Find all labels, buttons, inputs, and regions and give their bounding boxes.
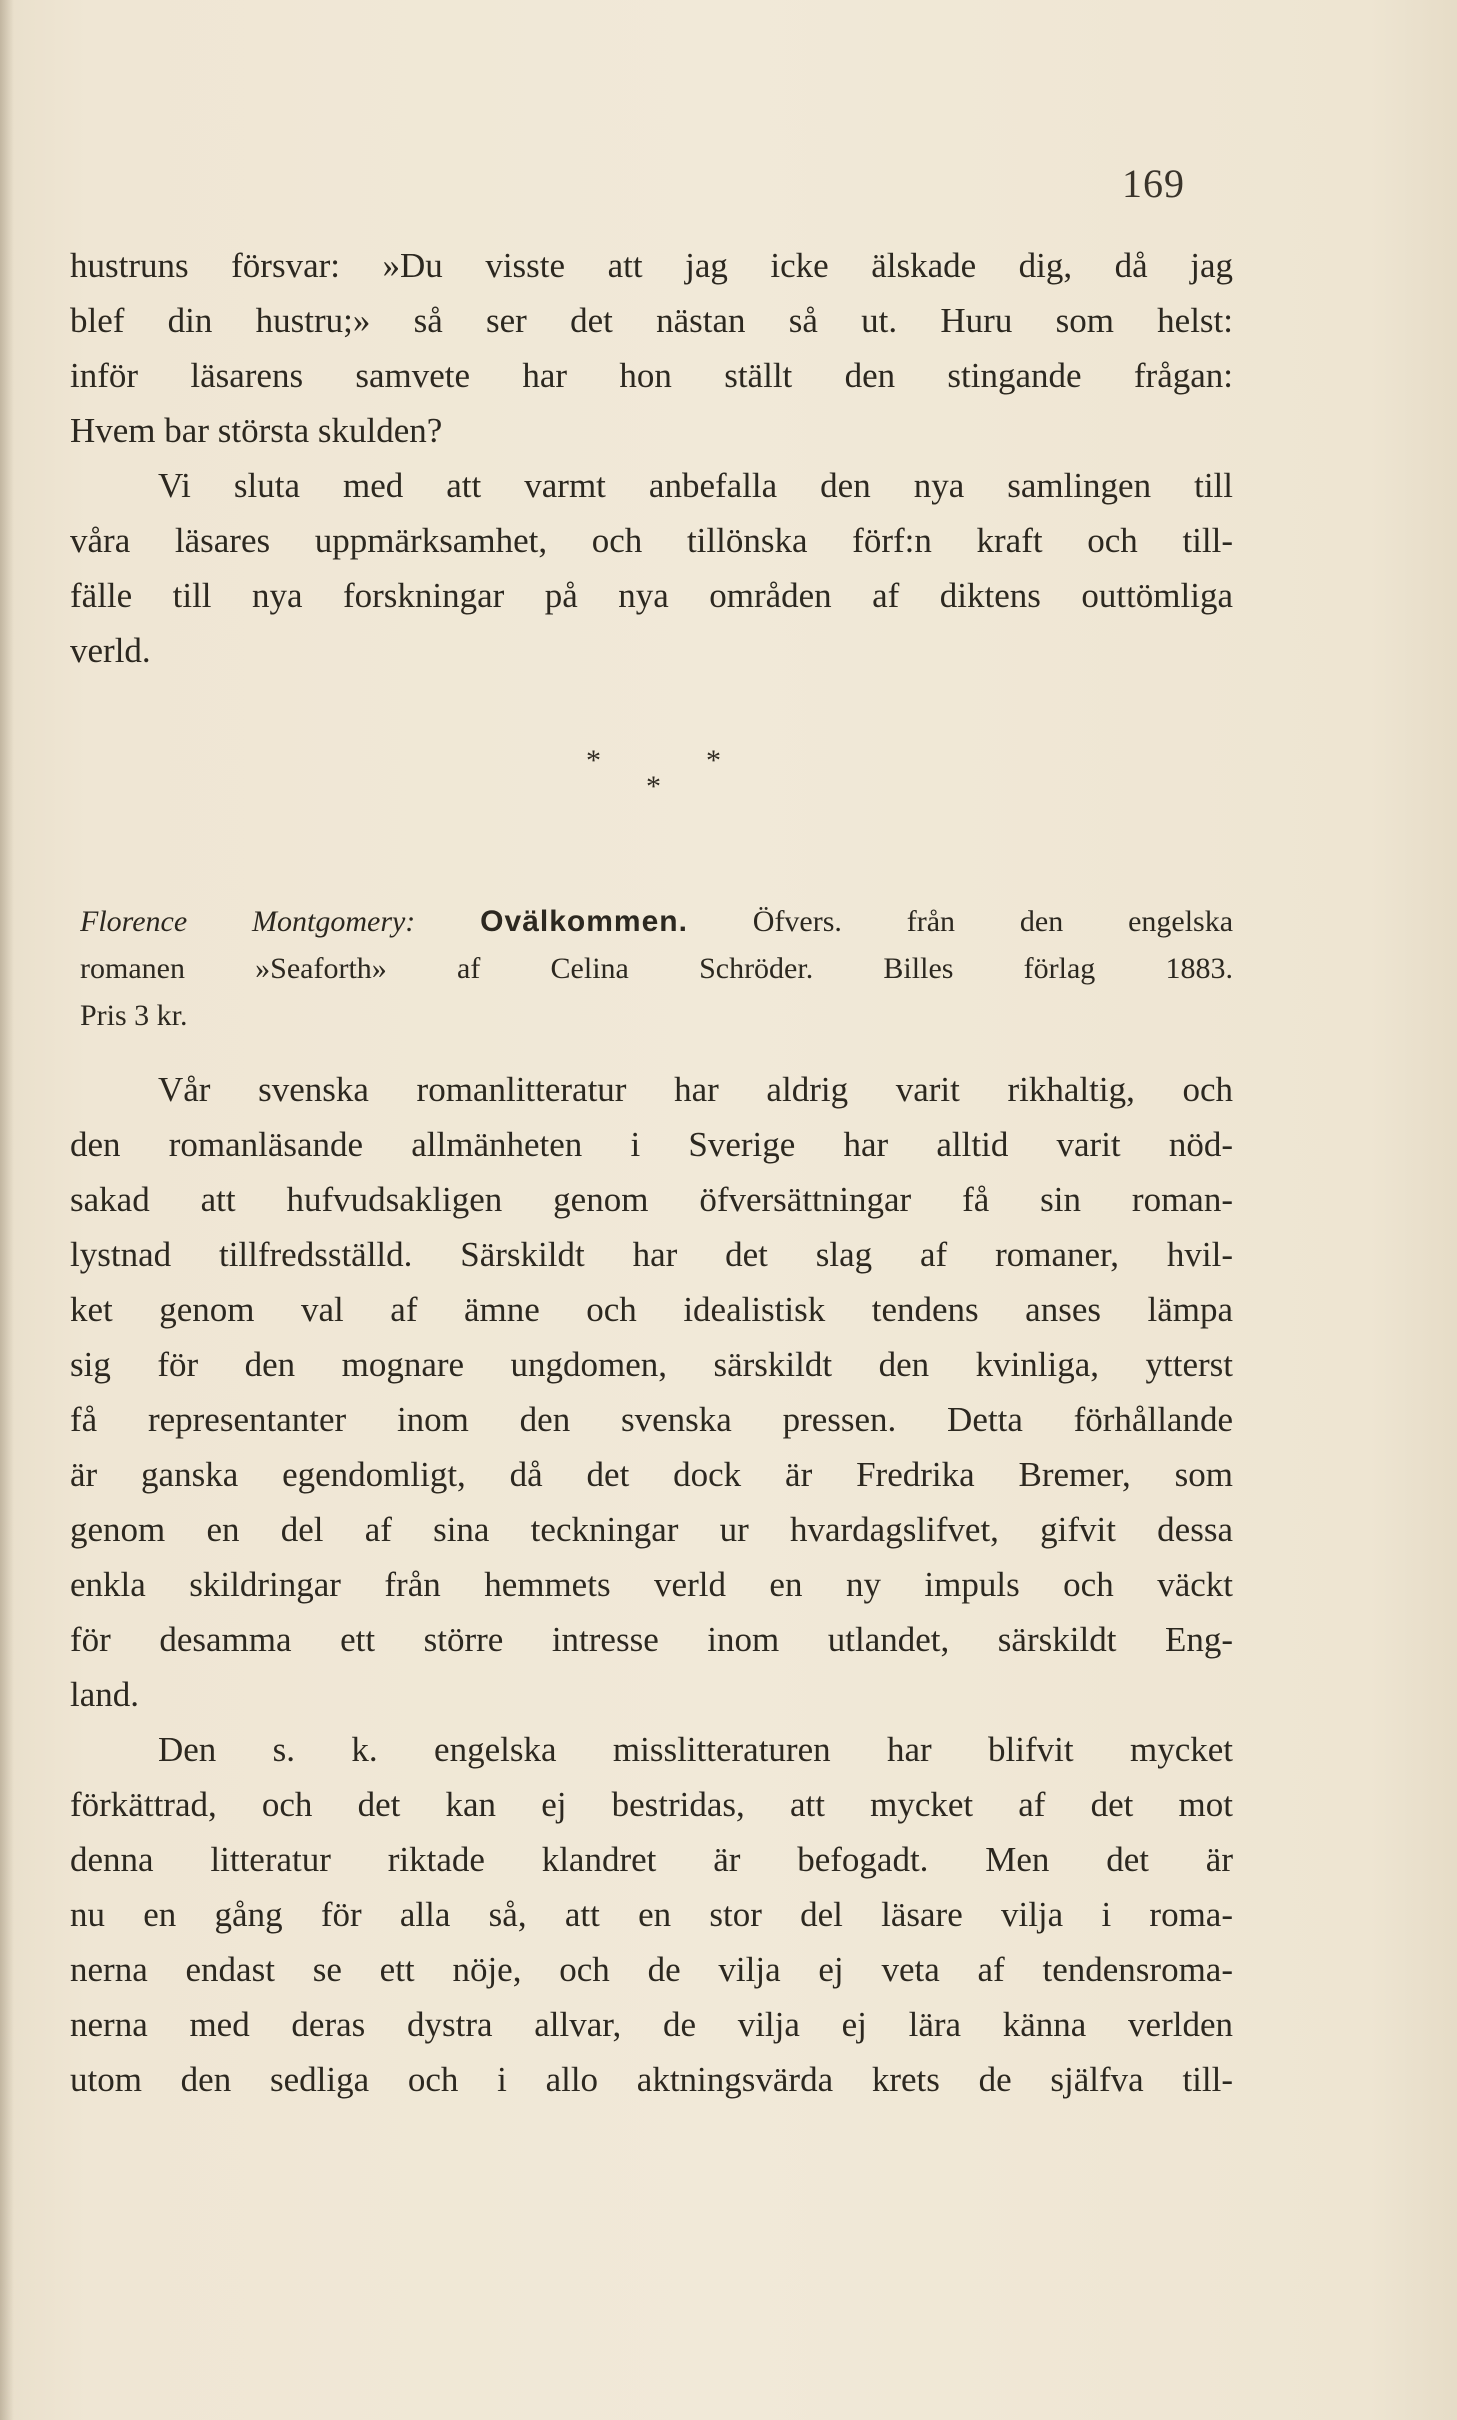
review-body — [70, 1062, 1233, 2107]
text-line: ket genom val af ämne och idealistisk tendens anses lämpa — [70, 1290, 1233, 1329]
text-line: nu en gång för alla så, att en stor del läsare vilja i roma- — [70, 1895, 1233, 1934]
page-number: 169 — [1122, 161, 1185, 206]
top-paragraph — [70, 238, 1233, 678]
review-price: Pris 3 kr. — [80, 999, 188, 1032]
text-line: hustruns försvar: »Du visste att jag icke älskade dig, då jag — [70, 246, 1233, 285]
asterisk: * — [646, 770, 661, 803]
text-line: lystnad tillfredsställd. Särskildt har det slag af romaner, hvil- — [70, 1235, 1233, 1274]
review-heading — [80, 898, 1233, 1039]
text-line: inför läsarens samvete har hon ställt den stingande frågan: — [70, 356, 1233, 395]
review-heading-line: romanen »Seaforth» af Celina Schröder. Billes förlag 1883. — [80, 952, 1233, 985]
text-line: blef din hustru;» så ser det nästan så ut. Huru som helst: — [70, 301, 1233, 340]
binding-shadow — [0, 0, 14, 2420]
review-heading-line — [80, 898, 1233, 945]
text-line: den romanläsande allmänheten i Sverige har alltid varit nöd- — [70, 1125, 1233, 1164]
text-line: förkättrad, och det kan ej bestridas, att mycket af det mot — [70, 1785, 1233, 1824]
text-line: verld. — [70, 631, 151, 670]
review-author: Florence Montgomery: — [80, 905, 416, 938]
review-translation-note: Öfvers. från den engelska — [752, 905, 1233, 938]
text-line: Den s. k. engelska misslitteraturen har blifvit mycket — [158, 1730, 1233, 1769]
text-line: sig för den mognare ungdomen, särskildt den kvinliga, ytterst — [70, 1345, 1233, 1384]
review-title: Ovälkommen. — [480, 905, 688, 938]
text-line: Hvem bar största skulden? — [70, 411, 443, 450]
text-line: land. — [70, 1675, 140, 1714]
text-line: fälle till nya forskningar på nya områden af diktens outtömliga — [70, 576, 1233, 615]
text-line: Vår svenska romanlitteratur har aldrig varit rikhaltig, och — [158, 1070, 1233, 1109]
text-line: nerna endast se ett nöje, och de vilja ej veta af tendensroma- — [70, 1950, 1233, 1989]
asterism-divider — [0, 744, 1457, 804]
text-line: sakad att hufvudsakligen genom öfversättningar få sin roman- — [70, 1180, 1233, 1219]
text-line: för desamma ett större intresse inom utlandet, särskildt Eng- — [70, 1620, 1233, 1659]
text-line: utom den sedliga och i allo aktningsvärda krets de själfva till- — [70, 2060, 1233, 2099]
text-line: nerna med deras dystra allvar, de vilja ej lära känna verlden — [70, 2005, 1233, 2044]
text-line: få representanter inom den svenska pressen. Detta förhållande — [70, 1400, 1233, 1439]
asterisk: * — [586, 744, 601, 777]
text-line: Vi sluta med att varmt anbefalla den nya samlingen till — [158, 466, 1233, 505]
asterisk: * — [706, 744, 721, 777]
text-line: är ganska egendomligt, då det dock är Fredrika Bremer, som — [70, 1455, 1233, 1494]
text-line: genom en del af sina teckningar ur hvardagslifvet, gifvit dessa — [70, 1510, 1233, 1549]
text-line: denna litteratur riktade klandret är befogadt. Men det är — [70, 1840, 1233, 1879]
text-line: våra läsares uppmärksamhet, och tillönska förf:n kraft och till- — [70, 521, 1233, 560]
text-line: enkla skildringar från hemmets verld en ny impuls och väckt — [70, 1565, 1233, 1604]
